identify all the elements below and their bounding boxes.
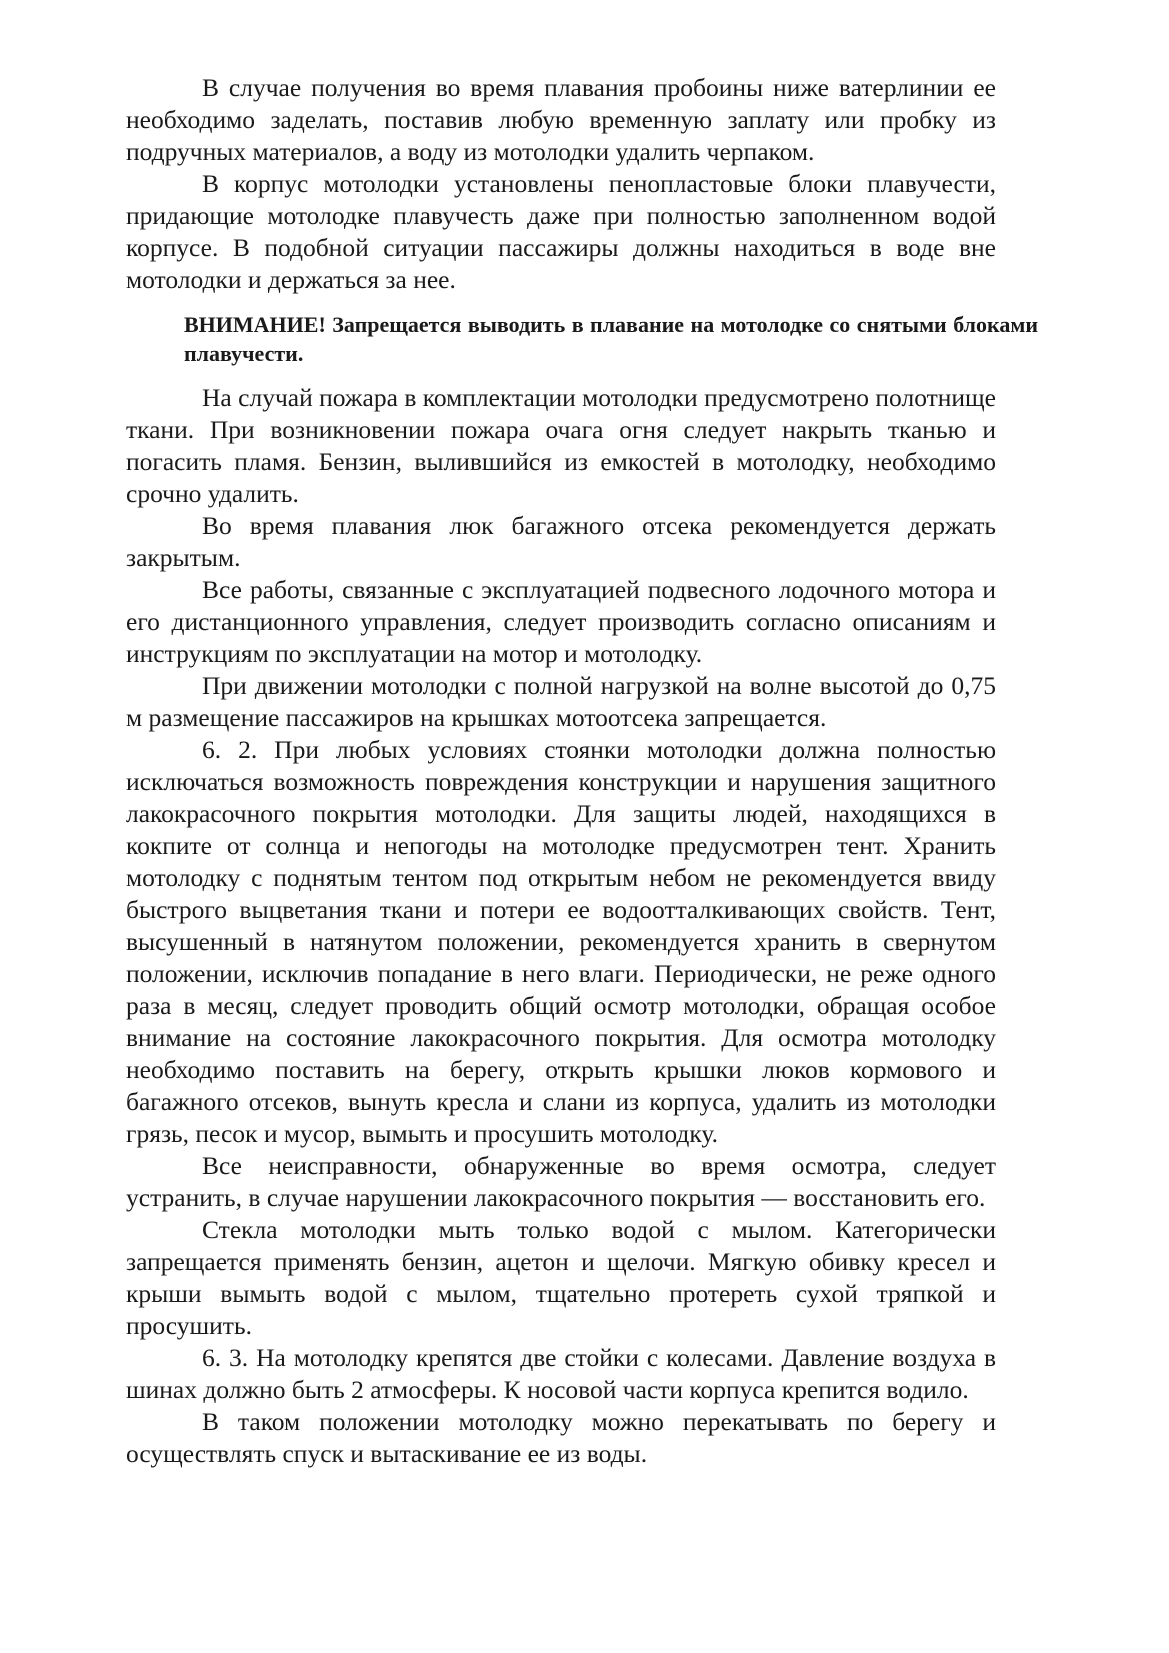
paragraph-storage: 6. 2. При любых условиях стоянки мотолодки должна полностью исключаться возможность повреждения конструкции и нарушения защитного лакокрасочного покрытия мотолодки. Для защиты людей, находящихся в кокпите от солнца и непогоды на мотолодке предусмотрен тент. Хранить мотолодку с поднятым тентом под открытым небом не рекомендуется ввиду быстрого выцветания ткани и потери ее водоотталкивающих свойств. Тент, высушенный в натянутом положении, рекомендуется хранить в свернутом положении, исключив попадание в него влаги. Периодически, не реже одного раза в месяц, следует проводить общий осмотр мотолодки, обращая особое внимание на состояние лакокрасочного покрытия. Для осмотра мотолодку необходимо поставить на берегу, открыть крышки люков кормового и багажного отсеков, вынуть кресла и слани из корпуса, удалить из мотолодки грязь, песок и мусор, вымыть и просушить мотолодку.	[126, 735, 996, 1148]
paragraph-fire: На случай пожара в комплектации мотолодки предусмотрено полотнище ткани. При возникновении пожара очага огня следует накрыть тканью и погасить пламя. Бензин, вылившийся из емкостей в мотолодку, необходимо срочно удалить.	[126, 383, 996, 508]
warning-notice	[126, 310, 1038, 368]
warning-lead: ВНИМАНИЕ!	[184, 312, 326, 337]
paragraph-cleaning: Стекла мотолодки мыть только водой с мылом. Категорически запрещается применять бензин, ацетон и щелочи. Мягкую обивку кресел и крыши вымыть водой с мылом, тщательно протереть сухой тряпкой и просушить.	[126, 1215, 996, 1340]
paragraph-launching: В таком положении мотолодку можно перекатывать по берегу и осуществлять спуск и вытаскивание ее из воды.	[126, 1407, 996, 1468]
paragraph-wave-load: При движении мотолодки с полной нагрузкой на волне высотой до 0,75 м размещение пассажиров на крышках мотоотсека запрещается.	[126, 671, 996, 732]
paragraph-buoyancy-blocks: В корпус мотолодки установлены пенопластовые блоки плавучести, придающие мотолодке плавучесть даже при полностью заполненном водой корпусе. В подобной ситуации пассажиры должны находиться в воде вне мотолодки и держаться за нее.	[126, 169, 996, 294]
warning-text: Запрещается выводить в плавание на мотолодке со снятыми блоками плавучести.	[184, 312, 1039, 366]
document-page	[126, 72, 1039, 1612]
paragraph-wheels: 6. 3. На мотолодку крепятся две стойки с колесами. Давление воздуха в шинах должно быть 2 атмосферы. К носовой части корпуса крепится водило.	[126, 1343, 996, 1404]
paragraph-motor-operation: Все работы, связанные с эксплуатацией подвесного лодочного мотора и его дистанционного управления, следует производить согласно описаниям и инструкциям по эксплуатации на мотор и мотолодку.	[126, 575, 996, 668]
paragraph-luggage-hatch: Во время плавания люк багажного отсека рекомендуется держать закрытым.	[126, 511, 996, 572]
paragraph-hole-repair: В случае получения во время плавания пробоины ниже ватерлинии ее необходимо заделать, поставив любую временную заплату или пробку из подручных материалов, а воду из мотолодки удалить черпаком.	[126, 73, 996, 166]
paragraph-defects: Все неисправности, обнаруженные во время осмотра, следует устранить, в случае нарушении лакокрасочного покрытия — восстановить его.	[126, 1151, 996, 1212]
